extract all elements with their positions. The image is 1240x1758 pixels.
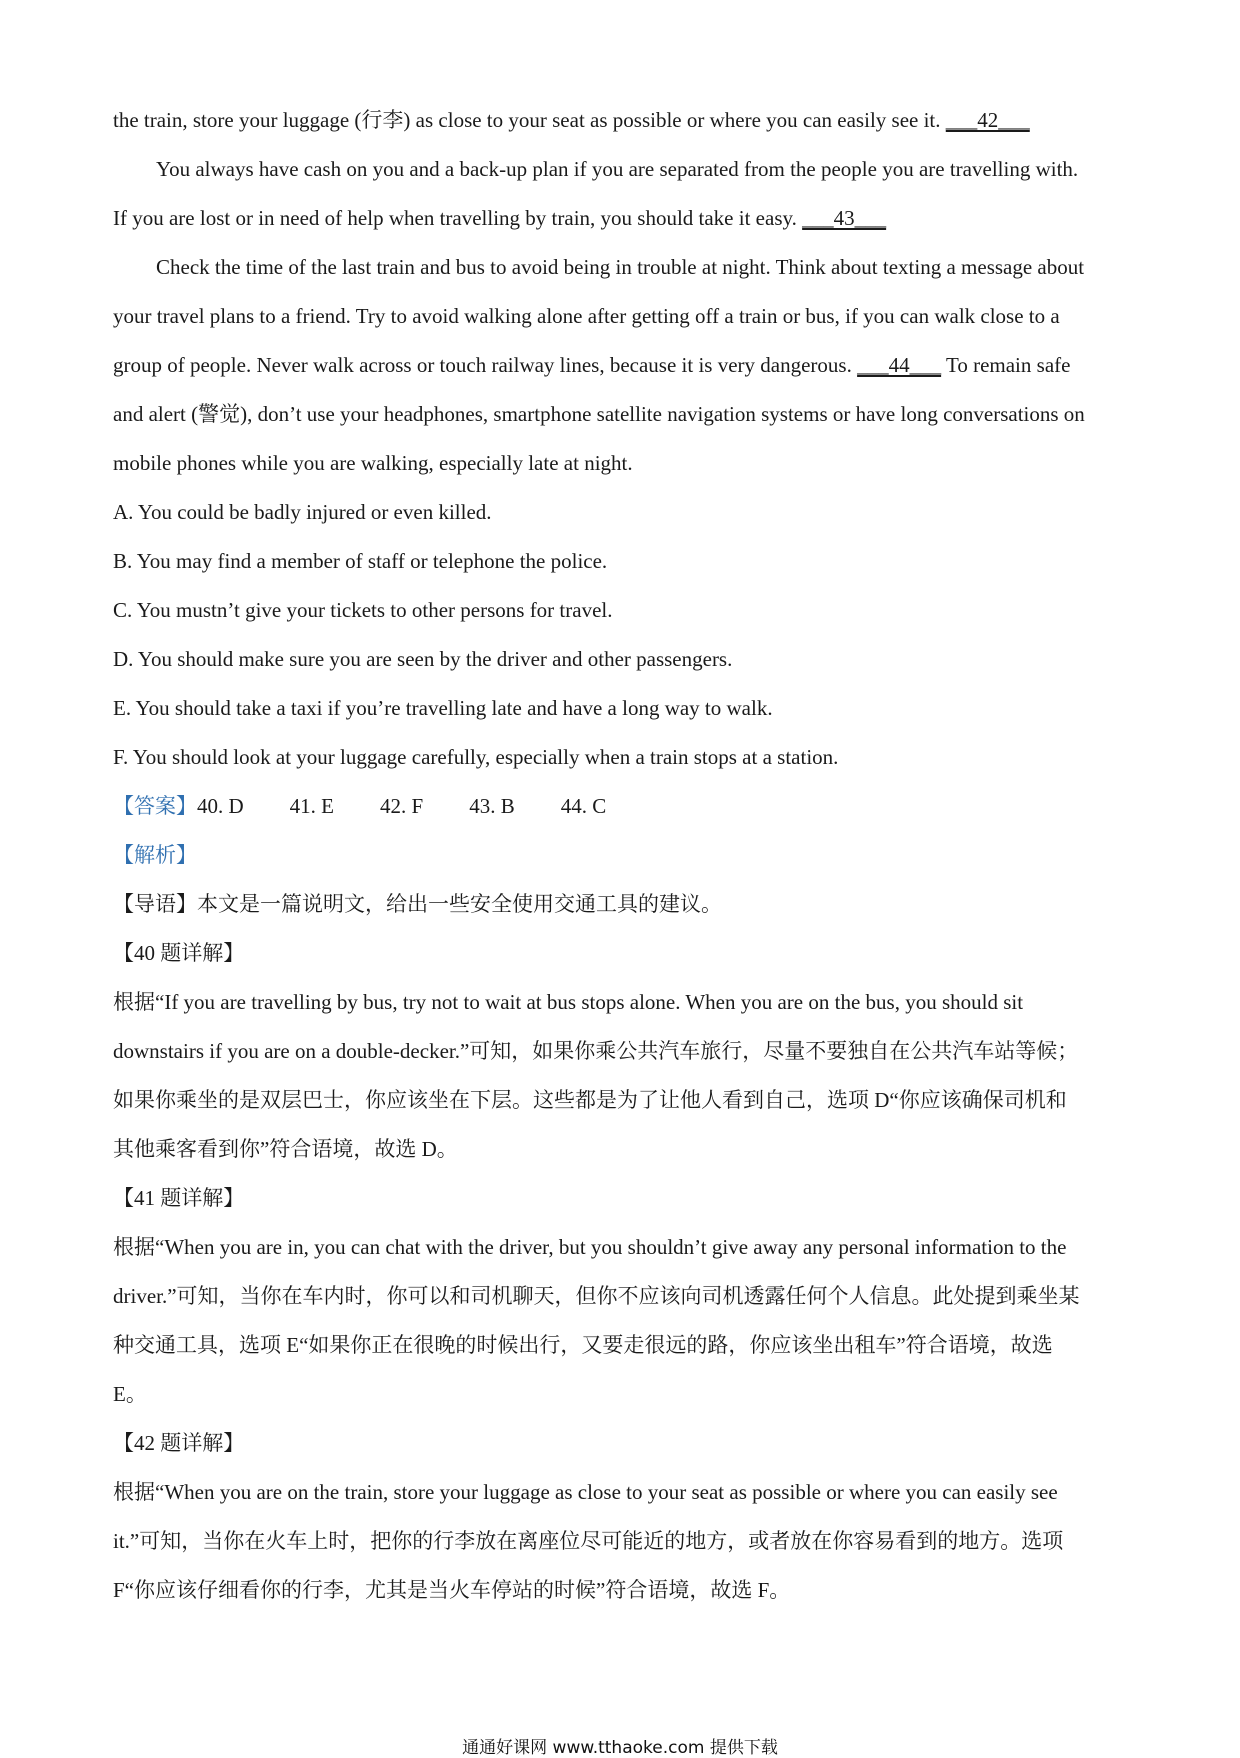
answer-item: 44. C <box>560 794 607 818</box>
q42-text: 根据“When you are on the train, store your luggage as close to your seat as possible or where you can easily see <box>113 1480 1058 1504</box>
analysis-label: 【解析】 <box>113 843 197 867</box>
option-a: A. You could be badly injured or even killed. <box>113 500 492 524</box>
answer-line <box>113 792 606 820</box>
q41-text: driver.”可知，当你在车内时，你可以和司机聊天，但你不应该向司机透露任何个人信息。此处提到乘坐某 <box>113 1284 1080 1308</box>
answer-label: 【答案】 <box>113 794 197 818</box>
q40-text: 根据“If you are travelling by bus, try not to wait at bus stops alone. When you are on the bus, you should sit <box>113 990 1024 1014</box>
option-b: B. You may find a member of staff or telephone the police. <box>113 549 608 573</box>
q40-text: 其他乘客看到你”符合语境，故选 D。 <box>113 1137 458 1161</box>
q41-text: E。 <box>113 1382 147 1406</box>
q42-text: F“你应该仔细看你的行李，尤其是当火车停站的时候”符合语境，故选 F。 <box>113 1578 791 1602</box>
q42-text: it.”可知，当你在火车上时，把你的行李放在离座位尽可能近的地方，或者放在你容易看到的地方。选项 <box>113 1529 1064 1553</box>
q40-title: 【40 题详解】 <box>113 941 245 965</box>
option-d: D. You should make sure you are seen by the driver and other passengers. <box>113 647 733 671</box>
q41-title: 【41 题详解】 <box>113 1186 245 1210</box>
q41-text: 种交通工具，选项 E“如果你正在很晚的时候出行，又要走很远的路，你应该坐出租车”符合语境，故选 <box>113 1333 1053 1357</box>
answer-item: 40. D <box>197 794 244 818</box>
blank-42: ___42___ <box>945 108 1030 132</box>
passage-line: the train, store your luggage (行李) as close to your seat as possible or where you can easily see it. ___42___ <box>113 108 1030 132</box>
q41-text: 根据“When you are in, you can chat with the driver, but you shouldn’t give away any personal information to the <box>113 1235 1067 1259</box>
passage-line: mobile phones while you are walking, especially late at night. <box>113 451 633 475</box>
option-f: F. You should look at your luggage carefully, especially when a train stops at a station. <box>113 745 839 769</box>
answer-item: 42. F <box>380 794 424 818</box>
q40-text: downstairs if you are on a double-decker.”可知，如果你乘公共汽车旅行，尽量不要独自在公共汽车站等候； <box>113 1039 1079 1063</box>
answer-item: 43. B <box>469 794 515 818</box>
blank-44: ___44___ <box>857 353 942 377</box>
q40-text: 如果你乘坐的是双层巴士，你应该坐在下层。这些都是为了让他人看到自己，选项 D“你应该确保司机和 <box>113 1088 1067 1112</box>
passage-paragraph-start: You always have cash on you and a back-up plan if you are separated from the people you are travelling with. <box>156 157 1079 181</box>
passage-line: and alert (警觉), don’t use your headphones, smartphone satellite navigation systems or have long conversations on <box>113 402 1085 426</box>
passage-paragraph-start: Check the time of the last train and bus to avoid being in trouble at night. Think about texting a message about <box>156 255 1085 279</box>
passage-line: If you are lost or in need of help when travelling by train, you should take it easy. ___43___ <box>113 206 887 230</box>
blank-43: ___43___ <box>802 206 887 230</box>
page-footer: 通通好课网 www.tthaoke.com 提供下载 <box>462 1738 778 1758</box>
option-c: C. You mustn’t give your tickets to other persons for travel. <box>113 598 613 622</box>
passage-line: group of people. Never walk across or touch railway lines, because it is very dangerous. ___44___ To remain safe <box>113 353 1071 377</box>
option-e: E. You should take a taxi if you’re travelling late and have a long way to walk. <box>113 696 773 720</box>
q42-title: 【42 题详解】 <box>113 1431 245 1455</box>
answer-item: 41. E <box>289 794 334 818</box>
intro: 【导语】本文是一篇说明文，给出一些安全使用交通工具的建议。 <box>113 892 722 916</box>
passage-line: your travel plans to a friend. Try to avoid walking alone after getting off a train or bus, if you can walk close to a <box>113 304 1060 328</box>
